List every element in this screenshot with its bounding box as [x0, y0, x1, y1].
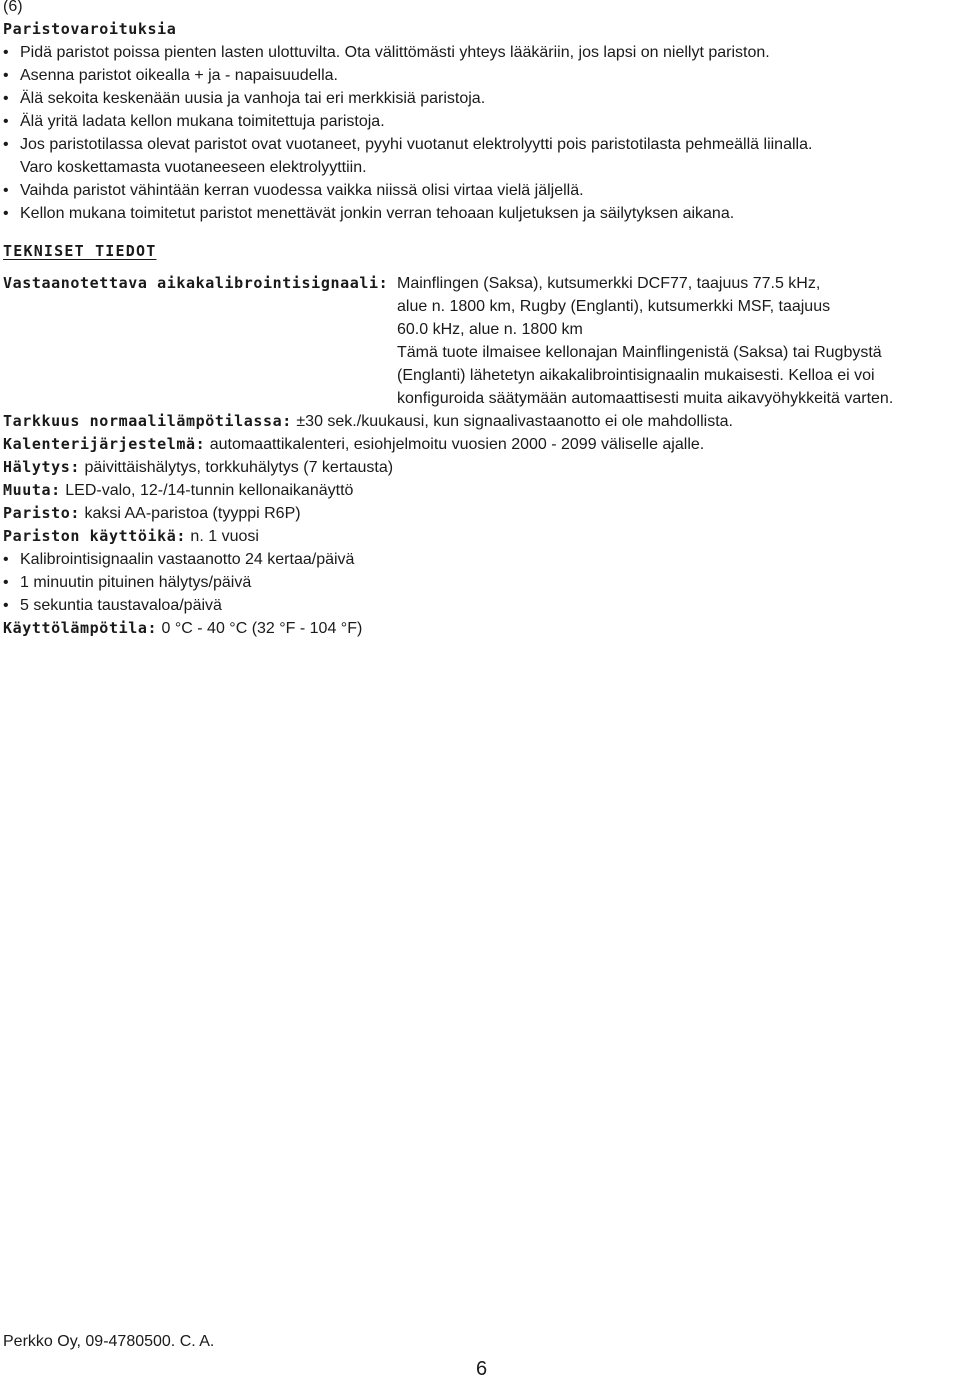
bullet-icon: • — [3, 44, 9, 61]
signal-description — [397, 272, 893, 410]
bullet-icon: • — [3, 597, 9, 614]
spec-value: 0 °C - 40 °C (32 °F - 104 °F) — [157, 620, 363, 637]
signal-line: Mainflingen (Saksa), kutsumerkki DCF77, taajuus 77.5 kHz, — [397, 275, 821, 292]
list-item: • Asenna paristot oikealla + ja - napaisuudella. — [3, 64, 958, 87]
signal-spec — [3, 272, 958, 410]
alarm-spec — [3, 456, 958, 479]
bullet-icon: • — [3, 67, 9, 84]
operating-temp-spec — [3, 617, 958, 640]
list-item: • 1 minuutin pituinen hälytys/päivä — [3, 571, 958, 594]
spec-value: n. 1 vuosi — [185, 528, 259, 545]
bullet-icon: • — [3, 551, 9, 568]
battery-spec — [3, 502, 958, 525]
bullet-icon: • — [3, 574, 9, 591]
battery-warnings-title: Paristovaroituksia — [3, 20, 177, 38]
list-item: • Kalibrointisignaalin vastaanotto 24 kertaa/päivä — [3, 548, 958, 571]
spec-label: Hälytys: — [3, 458, 81, 476]
spec-label: Pariston käyttöikä: — [3, 527, 186, 545]
list-item: • Kellon mukana toimitetut paristot menettävät jonkin verran tehoaan kuljetuksen ja säilytyksen aikana. — [3, 202, 958, 225]
spec-label: Tarkkuus normaalilämpötilassa: — [3, 412, 292, 430]
tech-specs-title: TEKNISET TIEDOT — [3, 242, 157, 260]
signal-line: (Englanti) lähetetyn aikakalibrointisignaalin mukaisesti. Kelloa ei voi — [397, 367, 875, 384]
footer-company: Perkko Oy, 09-4780500. C. A. — [3, 1333, 215, 1350]
list-item: • 5 sekuntia taustavaloa/päivä — [3, 594, 958, 617]
bullet-icon: • — [3, 182, 9, 199]
spec-label: Käyttölämpötila: — [3, 619, 158, 637]
list-item: • Pidä paristot poissa pienten lasten ulottuvilta. Ota välittömästi yhteys lääkäriin, jos lapsi on niellyt pariston. — [3, 41, 958, 64]
spec-value: kaksi AA-paristoa (tyyppi R6P) — [80, 505, 301, 522]
spec-value: automaattikalenteri, esiohjelmoitu vuosien 2000 - 2099 väliselle ajalle. — [205, 436, 705, 453]
signal-line: konfiguroida säätymään automaattisesti muita aikavyöhykkeitä varten. — [397, 390, 894, 407]
spec-value: LED-valo, 12-/14-tunnin kellonaikanäyttö — [60, 482, 354, 499]
signal-line: alue n. 1800 km, Rugby (Englanti), kutsumerkki MSF, taajuus — [397, 298, 831, 315]
signal-line: Tämä tuote ilmaisee kellonajan Mainflingenistä (Saksa) tai Rugbystä — [397, 344, 882, 361]
battery-life-spec — [3, 525, 958, 548]
spec-value: päivittäishälytys, torkkuhälytys (7 kertausta) — [80, 459, 394, 476]
spec-label: Paristo: — [3, 504, 81, 522]
other-spec — [3, 479, 958, 502]
bullet-icon: • — [3, 90, 9, 107]
list-item: • Älä yritä ladata kellon mukana toimitettuja paristoja. — [3, 110, 958, 133]
accuracy-spec — [3, 410, 958, 433]
bullet-icon: • — [3, 205, 9, 222]
spec-value: ±30 sek./kuukausi, kun signaalivastaanotto ei ole mahdollista. — [291, 413, 733, 430]
spec-label: Kalenterijärjestelmä: — [3, 435, 206, 453]
document-page — [3, 0, 958, 640]
list-item: • Älä sekoita keskenään uusia ja vanhoja tai eri merkkisiä paristoja. — [3, 87, 958, 110]
bullet-icon: • — [3, 136, 9, 153]
list-item: • Jos paristotilassa olevat paristot ovat vuotaneet, pyyhi vuotanut elektrolyytti pois paristotilasta pehmeällä liinalla. — [3, 133, 958, 156]
list-item: • Vaihda paristot vähintään kerran vuodessa vaikka niissä olisi virtaa vielä jäljellä. — [3, 179, 958, 202]
bullet-icon: • — [3, 113, 9, 130]
page-number: 6 — [476, 1358, 488, 1380]
spec-label: Muuta: — [3, 481, 61, 499]
signal-label: Vastaanotettava aikakalibrointisignaali: — [3, 274, 389, 292]
list-item-continuation: Varo koskettamasta vuotaneeseen elektrolyyttiin. — [20, 159, 367, 176]
calendar-spec — [3, 433, 958, 456]
page-marker: (6) — [3, 0, 23, 15]
signal-line: 60.0 kHz, alue n. 1800 km — [397, 321, 583, 338]
